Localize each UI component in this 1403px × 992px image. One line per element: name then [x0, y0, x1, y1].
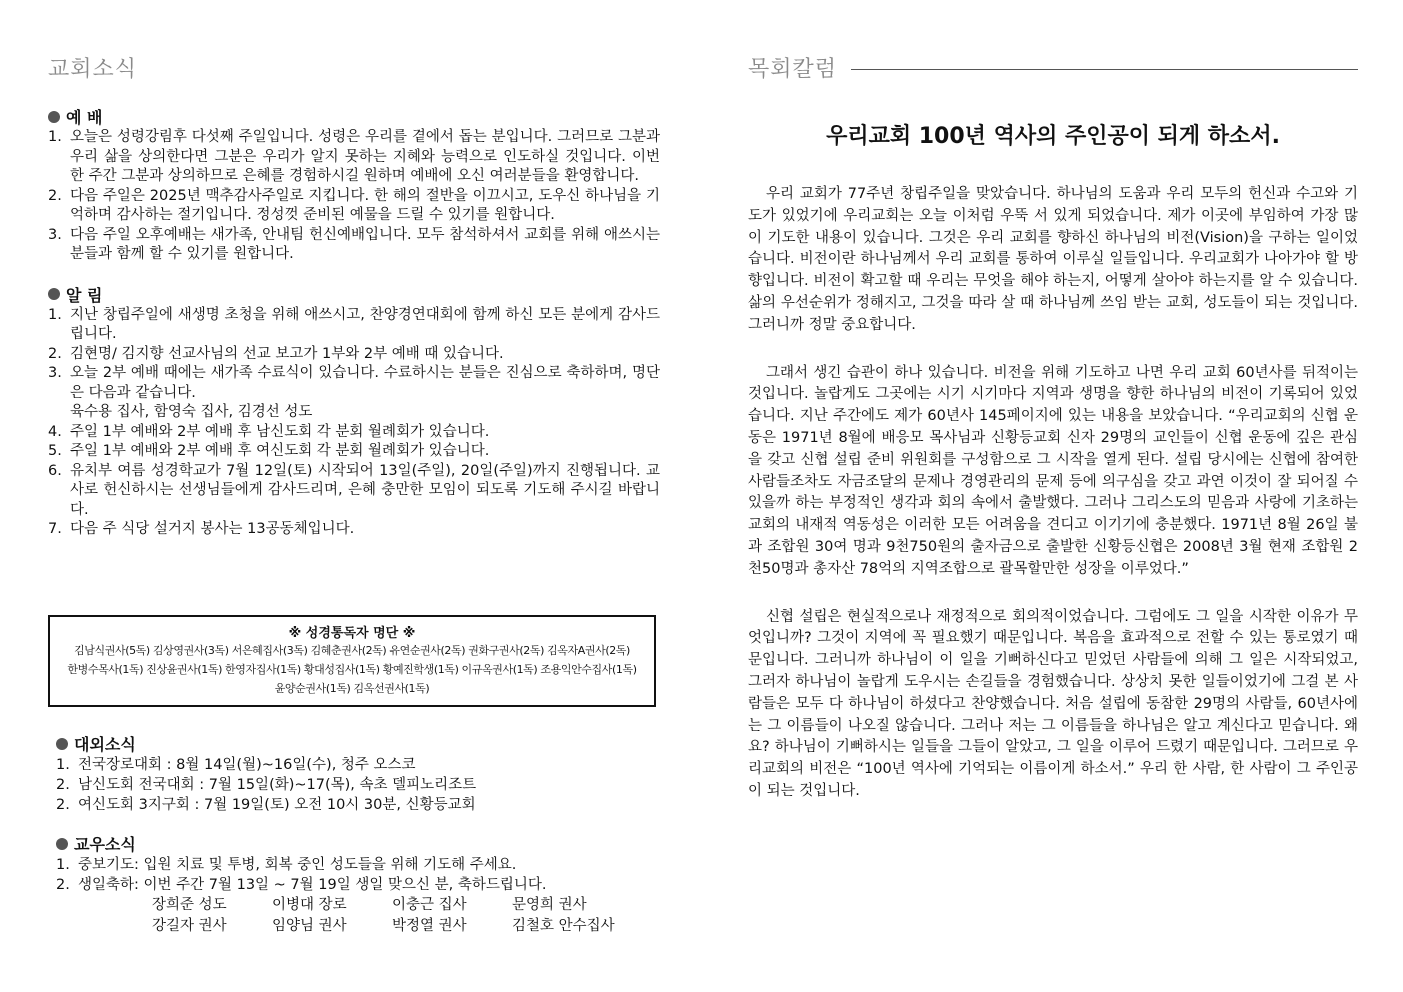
- list-item: 2. 다음 주일은 2025년 맥추감사주일로 지킵니다. 한 해의 절반을 이끄시고, 도우신 하나님을 기억하며 감사하는 절기입니다. 정성껏 준비된 예물을 드릴 수 있기를 원합니다.: [48, 187, 660, 223]
- birthday-name: 임양님 권사: [272, 918, 347, 934]
- list-item: 1. 전국장로대회 : 8월 14일(월)~16일(수), 청주 오스코: [56, 757, 416, 773]
- birthday-name: 문영희 권사: [512, 897, 587, 913]
- bullet-icon: [48, 288, 60, 300]
- external-title: 대외소식: [74, 735, 136, 754]
- church-news-column: [48, 52, 660, 540]
- column-paragraph: 우리 교회가 77주년 창립주일을 맞았습니다. 하나님의 도움과 우리 모두의 헌신과 수고와 기도가 있었기에 우리교회는 오늘 이처럼 우뚝 서 있게 되었습니다. 제가 이곳에 부임하여 가장 많이 기도한 내용이 있습니다. 그것은 우리 교회를 향하신 하나님의 비전(Vision)을 구하는 일이었습니다. 비전이란 하나님께서 우리 교회를 통하여 이루실 일들입니다. 우리교회가 나아가야 할 방향입니다. 비전이 확고할 때 우리는 무엇을 해야 하는지, 어떻게 살아야 하는지를 알 수 있습니다. 삶의 우선순위가 정해지고, 그것을 따라 살 때 하나님께 쓰임 받는 교회, 성도들이 되는 것입니다. 그러니까 정말 중요합니다.: [748, 186, 1358, 333]
- column-paragraph: 신협 설립은 현실적으로나 재정적으로 회의적이었습니다. 그럼에도 그 일을 시작한 이유가 무엇입니까? 그것이 지역에 꼭 필요했기 때문입니다. 복음을 효과적으로 전할 수 있는 통로였기 때문입니다. 그러니까 하나님이 이 일을 기뻐하신다고 믿었던 사람들에 의해 그 일은 시작되었고, 그러자 하나님이 놀랍게 도우시는 손길들을 경험했습니다. 상상치 못한 일들이었기에 그걸 본 사람들은 모두 다 하나님이 하셨다고 찬양했습니다. 처음 설립에 동참한 29명의 사람들, 60년사에는 그 이름들이 나오질 않습니다. 그러나 저는 그 이름들을 하나님은 알고 계신다고 믿습니다. 왜요? 하나님이 기뻐하시는 일들을 그들이 알았고, 그 일을 이루어 드렸기 때문입니다. 그러므로 우리교회의 비전은 “100년 역사에 기억되는 이름이게 하소서.” 우리 한 사람, 한 사람이 그 주인공이 되는 것입니다.: [748, 608, 1358, 799]
- list-item: 3. 오늘 2부 예배 때에는 새가족 수료식이 있습니다. 수료하시는 분들은 진심으로 축하하며, 명단은 다음과 같습니다.: [48, 365, 660, 401]
- notice-heading: [48, 283, 660, 306]
- members-title: 교우소식: [74, 835, 136, 854]
- list-item: 2. 생일축하: 이번 주간 7월 13일 ~ 7월 19일 생일 맞으신 분, 축하드립니다.: [56, 877, 547, 893]
- column-title: 우리교회 100년 역사의 주인공이 되게 하소서.: [826, 124, 1280, 149]
- list-item: 4. 주일 1부 예배와 2부 예배 후 남신도회 각 분회 월례회가 있습니다.: [48, 423, 490, 440]
- worship-heading: [48, 105, 660, 128]
- external-news-section: [56, 732, 656, 815]
- column-paragraph: 그래서 생긴 습관이 하나 있습니다. 비전을 위해 기도하고 나면 우리 교회 60년사를 뒤적이는 것입니다. 놀랍게도 그곳에는 시기 시기마다 지역과 생명을 향한 하나님의 비전이 기록되어 있었습니다. 지난 주간에도 제가 60년사 145페이지에 있는 내용을 보았습니다. “우리교회의 신협 운동은 1971년 8월에 배응모 목사님과 신황등교회 신자 29명의 교인들이 신협 운동에 깊은 관심을 갖고 신협 설립 준비 위원회를 구성함으로 그 시작을 열게 된다. 설립 당시에는 신협에 참여한 사람들조차도 자금조달의 문제나 경영관리의 문제 등에 의구심을 갖고 과연 이것이 잘 되어질 수 있을까 하는 부정적인 생각과 회의 속에서 출발했다. 그러나 그리스도의 믿음과 사랑에 기초하는 교회의 내재적 역동성은 이러한 모든 어려움을 견디고 이기기에 충분했다. 1971년 8월 26일 불과 조합원 30여 명과 9천750원의 출자금으로 출발한 신황등신협은 2008년 3월 현재 조합원 2천50명과 총자산 78억의 지역조합으로 괄목할만한 성장을 이루었다.”: [748, 364, 1358, 577]
- birthday-name: 장희준 성도: [152, 897, 227, 913]
- list-item: 육수용 집사, 함영숙 집사, 김경선 성도: [70, 404, 313, 420]
- pastor-column: [748, 52, 1358, 803]
- birthday-row: [56, 916, 656, 937]
- bullet-icon: [56, 838, 68, 850]
- members-heading: [56, 832, 656, 855]
- notice-title: 알 림: [66, 285, 103, 305]
- notice-list: [48, 306, 660, 540]
- list-item: 2. 남신도회 전국대회 : 7월 15일(화)~17(목), 속초 델피노리조트: [56, 777, 477, 793]
- birthday-name: 이병대 장로: [272, 897, 347, 913]
- member-news-section: [56, 832, 656, 937]
- birthday-name: 박정열 권사: [392, 918, 467, 934]
- list-item: 5. 주일 1부 예배와 2부 예배 후 여신도회 각 분회 월례회가 있습니다.: [48, 443, 490, 459]
- bible-readers-line: 김남식권사(5독) 김상영권사(3독) 서은혜집사(3독) 김혜춘권사(2독) 유연순권사(2독) 권화구권사(2독) 김옥자A권사(2독): [74, 644, 630, 657]
- list-item: 3. 다음 주일 오후예배는 새가족, 안내팀 헌신예배입니다. 모두 참석하셔서 교회를 위해 애쓰시는 분들과 함께 할 수 있기를 원합니다.: [48, 226, 660, 262]
- pastor-column-header-row: [748, 52, 1358, 83]
- worship-section: [48, 105, 660, 265]
- members-list: [56, 855, 656, 895]
- church-news-header: 교회소식: [48, 57, 138, 82]
- external-heading: [56, 732, 656, 755]
- bible-readers-box: [48, 615, 656, 707]
- birthday-name: 강길자 권사: [152, 918, 227, 934]
- worship-title: 예 배: [66, 108, 103, 127]
- bible-readers-line: 한병수목사(1독) 진상윤권사(1독) 한영자집사(1독) 황대성집사(1독) 황예진학생(1독) 이규옥권사(1독) 조용익안수집사(1독): [67, 663, 637, 676]
- list-item: 1. 중보기도: 입원 치료 및 투병, 회복 중인 성도들을 위해 기도해 주세요.: [56, 857, 517, 873]
- list-item: 2. 여신도회 3지구회 : 7월 19일(토) 오전 10시 30분, 신황등교회: [56, 797, 476, 813]
- list-item: 2. 김현명/ 김지향 선교사님의 선교 보고가 1부와 2부 예배 때 있습니다.: [48, 345, 504, 362]
- bible-readers-title: ※ 성경통독자 명단 ※: [288, 626, 416, 641]
- bible-readers-line: 윤양순권사(1독) 김옥선권사(1독): [274, 682, 430, 695]
- list-item: 1. 지난 창립주일에 새생명 초청을 위해 애쓰시고, 찬양경연대회에 함께 하신 모든 분에게 감사드립니다.: [48, 306, 660, 342]
- birthday-name: 이충근 집사: [392, 897, 467, 913]
- list-item: 7. 다음 주 식당 설거지 봉사는 13공동체입니다.: [48, 521, 355, 537]
- notice-section: [48, 283, 660, 540]
- birthday-name: 김철호 안수집사: [512, 918, 615, 934]
- bullet-icon: [56, 738, 68, 750]
- birthday-row: [56, 895, 656, 916]
- bullet-icon: [48, 111, 60, 123]
- list-item: 6. 유치부 여름 성경학교가 7월 12일(토) 시작되어 13일(주일), 20일(주일)까지 진행됩니다. 교사로 헌신하시는 선생님들에게 감사드리며, 은혜 충만한 모임이 되도록 기도해 주시길 바랍니다.: [48, 462, 660, 518]
- header-divider: [851, 69, 1358, 70]
- worship-list: [48, 128, 660, 265]
- list-item: 1. 오늘은 성령강림후 다섯째 주일입니다. 성령은 우리를 곁에서 돕는 분입니다. 그러므로 그분과 우리 삶을 상의한다면 그분은 우리가 알지 못하는 지혜와 능력으로 인도하실 것입니다. 이번 한 주간 그분과 상의하므로 은혜를 경험하시길 원하며 예배에 오신 여러분들을 환영합니다.: [48, 129, 660, 184]
- pastor-column-header: 목회칼럼: [748, 57, 838, 82]
- external-list: [56, 755, 656, 815]
